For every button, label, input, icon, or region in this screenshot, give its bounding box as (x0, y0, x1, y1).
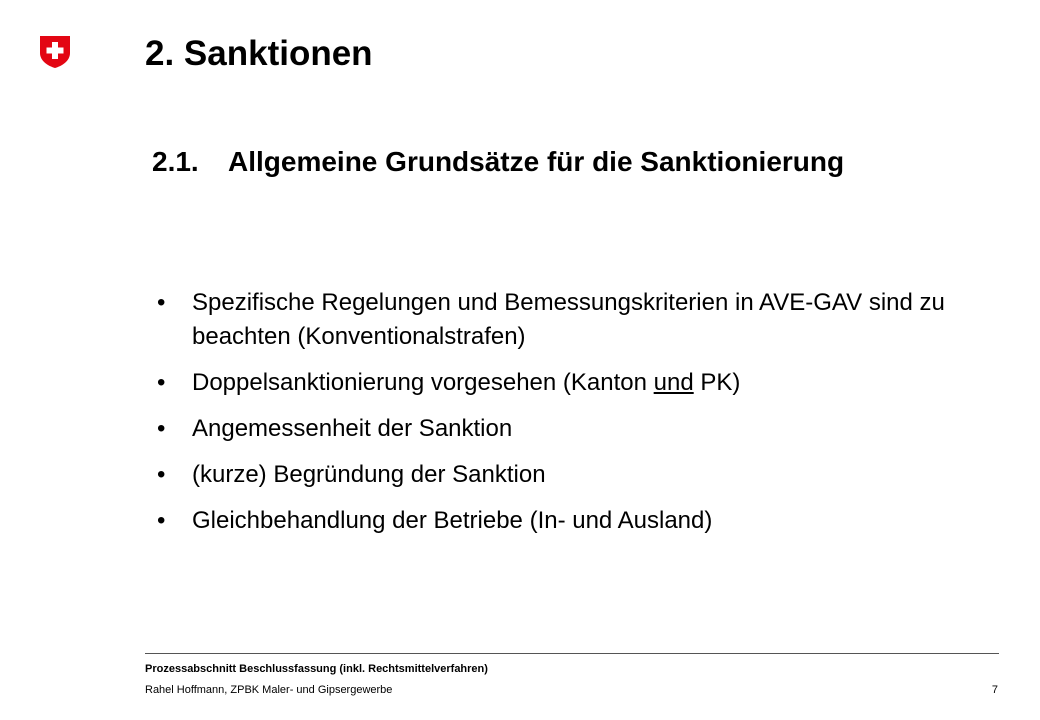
footer-process-title: Prozessabschnitt Beschlussfassung (inkl. Rechtsmittelverfahren) (145, 663, 488, 675)
swiss-cross-shield-icon (40, 36, 70, 68)
footer-divider (145, 653, 999, 654)
bullet-item: • (kurze) Begründung der Sanktion (155, 458, 955, 492)
footer-author: Rahel Hoffmann, ZPBK Maler- und Gipsergewerbe (145, 684, 393, 696)
bullet-item (155, 366, 955, 400)
page-number: 7 (991, 684, 998, 696)
slide-title: 2. Sanktionen (145, 34, 373, 73)
bullet-text-part: PK) (693, 369, 741, 396)
bullet-item: • Gleichbehandlung der Betriebe (In- und Ausland) (155, 504, 955, 538)
subtitle-number: 2.1. (152, 146, 199, 177)
section-subtitle (152, 142, 852, 182)
bullet-item: • Spezifische Regelungen und Bemessungskriterien in AVE-GAV sind zu beachten (Konventionalstrafen) (155, 286, 955, 354)
bullet-item: • Angemessenheit der Sanktion (155, 412, 955, 446)
bullet-text-part: Doppelsanktionierung vorgesehen (Kanton (192, 369, 654, 396)
underlined-word: und (653, 369, 694, 396)
bullet-list (155, 286, 955, 550)
subtitle-text: Allgemeine Grundsätze für die Sanktionierung (228, 146, 845, 177)
